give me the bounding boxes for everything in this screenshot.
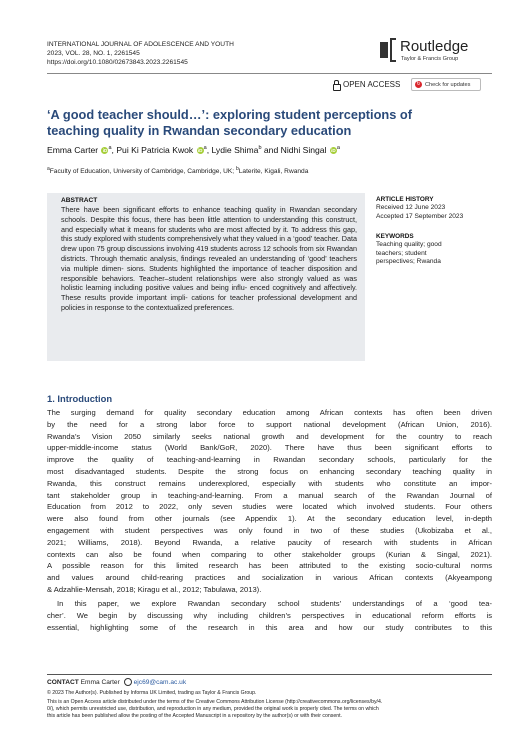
body-line: improve the quality of teaching-and-learning in Rwandan secondary schools, particularly for the — [47, 455, 492, 465]
check-updates-icon: ↻ — [416, 81, 421, 87]
abstract-line: across 12 schools from six Rwandan districts. Through thematic analysis, — [61, 244, 358, 263]
abstract-line: There have been significant efforts to enhance teaching quality in — [61, 205, 286, 214]
abstract-line: teacher. Data drew upon 75 group discussions involving 419 students — [61, 234, 357, 254]
body-line: In this paper, we explore Rwandan secondary school students’ understandings of a ‘good tea- — [57, 599, 492, 608]
body-line: by the need for a strong labor force to support national development (African Union, 2016). — [47, 419, 492, 429]
body-line: A possible reason for this limited research has been attributed to the existing socio-cultural norms — [47, 561, 492, 571]
copyright-notice: © 2023 The Author(s). Published by Informa UK Limited, trading as Taylor & Francis Group. — [47, 690, 257, 696]
license-line: 0/), which permits unrestricted use, distribution, and reproduction in any medium, provided the original work is properly cited. The terms on which — [47, 706, 379, 712]
body-line: cher’. We begin by discussing why including children’s perspectives in educational reform efforts is — [47, 610, 492, 620]
abstract-line: responsible behaviors. Teacher–student relationships were also strongly — [61, 273, 304, 283]
abstract-line: valued as was holistic learning including positive values and being influ- — [61, 273, 358, 293]
article-history — [376, 196, 496, 221]
title-line-1: ‘A good teacher should…’: exploring student perceptions of — [47, 107, 412, 122]
body-line: Education from 2012 to 2022, only seven studies were located which involved students. Four others — [47, 502, 492, 512]
affiliation-a: Faculty of Education, University of Cambridge, Cambridge, UK; — [49, 168, 236, 176]
check-updates-label: Check for updates — [425, 81, 471, 88]
abstract-line: findings revealed an understanding of ‘good’ teachers via multiple dimen- — [61, 253, 358, 273]
body-line: tant stakeholder group in teaching-and-learning. From a manual search of the Rwandan Journal of — [47, 490, 492, 500]
affil-sup: b — [235, 166, 239, 172]
orcid-icon[interactable]: iD — [102, 148, 108, 153]
author-affil-sup: a — [203, 145, 207, 152]
publisher-name: Routledge — [400, 38, 469, 55]
article-history-heading: ARTICLE HISTORY — [376, 196, 434, 203]
abstract-line: for students who are most affected by it. To address this gap, this study — [61, 224, 358, 244]
open-access-text: OPEN ACCESS — [343, 80, 401, 89]
article-title — [47, 107, 487, 139]
publisher-bracket-icon — [390, 38, 396, 62]
abstract-line: explored with students comprehensively what they valued in a ‘good’ — [93, 234, 313, 244]
body-line: engagement with student perspectives was only found in two of these studies (Ukobizaba et al., — [47, 525, 492, 535]
affil-sup: a — [47, 166, 50, 172]
author-affil-sup: b — [258, 145, 262, 152]
contact-line — [47, 678, 186, 686]
abstract-line: sions. Students highlighted the importance of teacher disposition and — [126, 263, 358, 273]
intro-paragraph-1 — [47, 407, 492, 596]
author-affil-sup: a — [336, 145, 340, 152]
body-line: were also found from other journals (see Appendix 1). At the secondary education level, in-depth — [47, 514, 492, 524]
abstract-box — [47, 193, 365, 361]
keywords-heading: KEYWORDS — [376, 233, 414, 240]
open-lock-icon — [333, 80, 340, 89]
author-name[interactable]: Pui Ki Patricia Kwok — [116, 145, 194, 155]
body-line: upper-middle-income status (World Bank/GoR, 2020). There have thus been significant efforts to — [47, 443, 492, 453]
author-name[interactable]: Lydie Shima — [211, 145, 259, 155]
keywords-line: Teaching quality; good — [376, 241, 442, 249]
author-affil-sup: a — [108, 145, 112, 152]
keywords-line: perspectives; Rwanda — [376, 258, 441, 266]
publisher-book-icon — [380, 42, 388, 58]
keywords-line: teachers; student — [376, 249, 427, 257]
doi-link[interactable]: https://doi.org/10.1080/02673843.2023.2261545 — [47, 59, 188, 66]
abstract-line: Rwandan secondary schools. Despite this focus, there has been little — [61, 205, 358, 224]
header-divider — [47, 73, 492, 74]
intro-paragraph-2 — [47, 598, 492, 633]
journal-name: INTERNATIONAL JOURNAL OF ADOLESCENCE AND YOUTH — [47, 41, 234, 48]
title-line-2: teaching quality in Rwandan secondary education — [47, 123, 352, 138]
contact-email-link[interactable]: ejc69@cam.ac.uk — [133, 679, 187, 686]
affiliations — [47, 166, 308, 175]
abstract-line: cations for teacher professional development and policies in response to — [61, 293, 357, 312]
received-date: Received 12 June 2023 — [376, 204, 446, 212]
body-line: 2021; Williams, 2018). Beyond Rwanda, a relative paucity of research with students in African — [47, 537, 492, 547]
journal-volume: 2023, VOL. 28, NO. 1, 2261545 — [47, 50, 140, 57]
section-heading-introduction: 1. Introduction — [47, 393, 113, 404]
abstract-text — [61, 205, 357, 313]
check-updates-button[interactable] — [411, 78, 481, 91]
author-list: Emma Carter $iD^a$, Pui Ki Patricia Kwok $iD^a$, Lydie Shima$^b$ and Nidhi Singal $iD^a$ — [47, 145, 340, 155]
contact-name: Emma Carter — [80, 679, 120, 686]
body-line: most disadvantaged students. Despite the strong focus on enhancing secondary teaching quality in — [47, 466, 492, 476]
abstract-heading: ABSTRACT — [61, 197, 98, 204]
body-line: Rwanda, this construct remains underexplored, especially with students who constitute an impor- — [47, 478, 492, 488]
license-line: this article has been published allow the posting of the Accepted Manuscript in a repository by the author(s) or with their consent. — [47, 713, 342, 719]
body-line: contexts can also be found when comparing to other stakeholder groups (Kurian & Singal, 2021). — [47, 549, 492, 559]
email-icon — [124, 678, 132, 686]
journal-info — [47, 40, 234, 67]
orcid-icon[interactable]: iD — [331, 148, 336, 153]
footer-divider — [47, 674, 492, 675]
keywords — [376, 233, 496, 267]
contact-label: CONTACT — [47, 679, 79, 686]
body-line: & Adzahlie-Mensah, 2018; Kiragu et al., 2012; Tabulawa, 2013). — [47, 584, 262, 594]
author-name[interactable]: Nidhi Singal — [280, 145, 327, 155]
author-name[interactable]: Emma Carter — [47, 145, 99, 155]
orcid-icon[interactable]: iD — [197, 148, 203, 153]
body-line: Rwanda’s Vision 2050 similarly seeks national growth and development for the country to reach — [47, 431, 492, 441]
abstract-line: enced cognitively and affectively. These results provide important impli- — [61, 283, 358, 303]
publisher-tagline: Taylor & Francis Group — [401, 56, 459, 62]
body-line: The surging demand for quality secondary education among African contexts has often been driven — [47, 408, 492, 417]
affiliation-b: Laterite, Kigali, Rwanda — [238, 168, 309, 176]
open-access-label — [333, 80, 400, 89]
abstract-line: attention to understanding this construct, and especially what it means — [61, 214, 357, 234]
license-line: This is an Open Access article distributed under the terms of the Creative Commons Attribution License (http://creativecommons.org/licenses/by/4. — [47, 699, 383, 705]
abstract-line: the contextualized preferences. — [134, 302, 235, 312]
accepted-date: Accepted 17 September 2023 — [376, 212, 464, 220]
publisher-logo — [380, 36, 490, 66]
body-line: and values around child-rearing practices and socialization in various African contexts (Akyeampong — [47, 573, 492, 583]
body-line: essential, highlighting some of the research in this area and how our study contributes to this — [47, 622, 492, 632]
